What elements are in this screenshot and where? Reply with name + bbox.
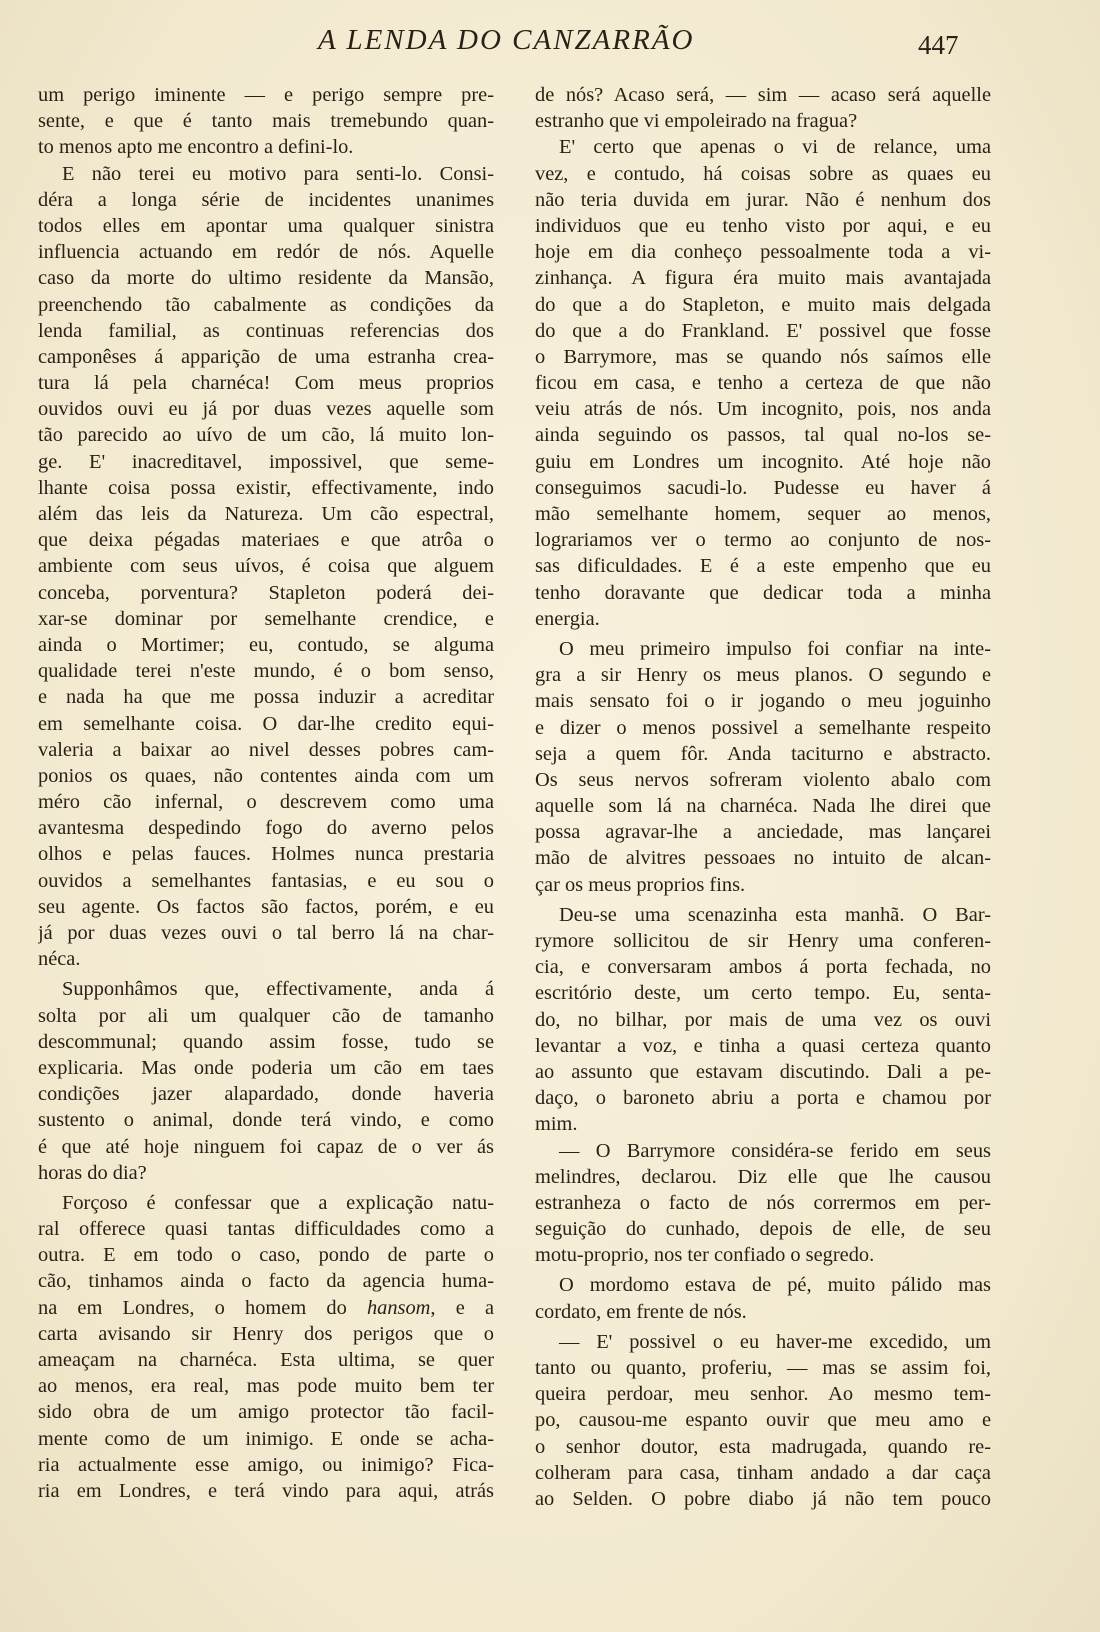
text-line: na em Londres, o homem do hansom, e a [38, 1296, 494, 1319]
text-line: valeria a baixar ao nivel desses pobres cam- [38, 738, 494, 761]
text-line: sustento o animal, donde terá vindo, e como [38, 1109, 494, 1132]
text-line: seguição do cunhado, depois de elle, de seu [535, 1218, 991, 1241]
text-line: mão de alvitres pessoaes no intuito de alcan- [535, 847, 991, 870]
text-line: lhante coisa possa existir, effectivamente, indo [38, 476, 494, 499]
text-line: O mordomo estava de pé, muito pálido mas [559, 1274, 991, 1297]
text-line: sido obra de um amigo protector tão facil- [38, 1401, 494, 1424]
text-line: néca. [38, 948, 81, 971]
text-line: outra. E em todo o caso, pondo de parte o [38, 1244, 494, 1267]
text-line: horas do dia? [38, 1161, 147, 1184]
text-line: do, no bilhar, por mais de uma vez os ouvi [535, 1008, 991, 1031]
text-line: possa agravar-lhe a anciedade, mas lançarei [535, 821, 991, 844]
text-line: ficou em casa, e tenho a certeza de que não [535, 372, 991, 395]
text-line: — E' possivel o eu haver-me excedido, um [559, 1330, 991, 1353]
text-line: ge. E' inacreditavel, impossivel, que seme- [38, 450, 494, 473]
text-line: motu-proprio, nos ter confiado o segredo. [535, 1244, 875, 1267]
text-line: estranho que vi empoleirado na fragua? [535, 110, 858, 133]
text-line: ao assunto que estavam discutindo. Dali a pe- [535, 1060, 991, 1083]
text-line: mais sensato foi o ir jogando o meu joguinho [535, 690, 991, 713]
text-line: solta por ali um qualquer cão de tamanho [38, 1004, 494, 1027]
text-line: conceba, porventura? Stapleton poderá dei- [38, 581, 494, 604]
text-line: um perigo iminente — e perigo sempre pre- [38, 84, 494, 106]
text-line: escritório deste, um certo tempo. Eu, senta- [535, 982, 991, 1005]
text-line: explicaria. Mas onde poderia um cão em taes [38, 1056, 494, 1079]
text-line: seu agente. Os factos são factos, porém, e eu [38, 895, 494, 918]
text-line: ao Selden. O pobre diabo já não tem pouco [535, 1487, 991, 1510]
text-line: cordato, em frente de nós. [535, 1300, 747, 1323]
text-line: zinhança. A figura éra muito mais avantajada [535, 267, 991, 290]
text-line: hoje em dia conheço pessoalmente toda a vi- [535, 241, 991, 264]
text-line: estranheza o facto de nós corrermos em per- [535, 1191, 991, 1214]
text-line: e nada ha que me possa induzir a acreditar [38, 686, 494, 709]
text-line: ral offerece quasi tantas difficuldades como a [38, 1218, 494, 1241]
text-line: tenho doravante que dedicar toda a minha [535, 581, 991, 604]
text-line: sente, e que é tanto mais tremebundo quan- [38, 110, 494, 133]
text-line: gra a sir Henry os meus planos. O segundo e [535, 664, 991, 687]
text-line: ambiente com seus uívos, é coisa que alguem [38, 555, 494, 578]
text-line: E' certo que apenas o vi de relance, uma [559, 136, 991, 159]
text-line: xar-se dominar por semelhante crendice, e [38, 607, 494, 630]
text-line: ameaçam na charnéca. Esta ultima, se quer [38, 1349, 494, 1371]
text-line: o senhor doutor, esta madrugada, quando re- [535, 1435, 991, 1458]
text-line: E não terei eu motivo para senti-lo. Consi- [62, 162, 494, 185]
text-line: colheram para casa, tinham andado a dar caça [535, 1461, 991, 1484]
text-line: energia. [535, 607, 600, 630]
text-line: carta avisando sir Henry dos perigos que o [38, 1322, 494, 1345]
text-line: avantesma despedindo fogo do averno pelos [38, 817, 494, 840]
text-line: aquelle som lá na charnéca. Nada lhe direi que [535, 795, 991, 818]
text-line: individuos que eu tenho visto por aqui, e eu [535, 214, 991, 237]
text-line: melindres, declarou. Diz elle que lhe causou [535, 1165, 991, 1188]
text-line: cão, tinhamos ainda o facto da agencia huma- [38, 1270, 494, 1293]
text-line: já por duas vezes ouvi o tal berro lá na char- [38, 922, 494, 944]
text-line: po, causou-me espanto ouvir que meu amo e [535, 1409, 991, 1432]
text-line: além das leis da Natureza. Um cão espectral, [38, 503, 494, 525]
text-line: de nós? Acaso será, — sim — acaso será aquelle [535, 84, 991, 106]
text-line: queira perdoar, meu senhor. Ao mesmo tem- [535, 1383, 991, 1406]
text-line: em semelhante coisa. O dar-lhe credito equi- [38, 712, 494, 735]
text-line: levantar a voz, e tinha a quasi certeza quanto [535, 1034, 991, 1057]
text-line: tura lá pela charnéca! Com meus proprios [38, 372, 494, 395]
text-line: ainda seguindo os passos, tal qual no-los se- [535, 424, 991, 447]
text-line: cia, e conversaram ambos á porta fechada, no [535, 956, 991, 979]
text-line: çar os meus proprios fins. [535, 873, 746, 896]
text-line: tanto ou quanto, proferiu, — mas se assim foi, [535, 1357, 991, 1379]
text-line: do que a do Stapleton, e muito mais delgada [535, 293, 991, 316]
text-line: ponios os quaes, não contentes ainda com um [38, 764, 494, 787]
text-line: Supponhâmos que, effectivamente, anda á [62, 978, 494, 1001]
running-head [0, 20, 1100, 70]
text-line: condições jazer alapardado, donde haveria [38, 1083, 494, 1106]
text-line: é que até hoje ninguem foi capaz de o ver ás [38, 1135, 494, 1158]
left-text-column [38, 82, 494, 1504]
text-line: do que a do Frankland. E' possivel que fosse [535, 319, 991, 342]
text-line: to menos apto me encontro a defini-lo. [38, 136, 354, 159]
text-line: lograriamos ver o termo ao conjunto de nos- [535, 529, 991, 552]
text-line: Forçoso é confessar que a explicação natu- [62, 1191, 494, 1214]
text-line: guiu em Londres um incognito. Até hoje não [535, 450, 991, 473]
text-line: ainda o Mortimer; eu, contudo, se alguma [38, 633, 494, 656]
text-line: méro cão infernal, o descrevem como uma [38, 791, 494, 814]
text-line: Deu-se uma scenazinha esta manhã. O Bar- [559, 903, 991, 926]
text-line: ria actualmente esse amigo, ou inimigo? Fica- [38, 1453, 494, 1476]
text-line: veiu atrás de nós. Um incognito, pois, nos anda [535, 398, 991, 421]
text-line: qualidade terei n'este mundo, é o bom senso, [38, 660, 494, 683]
text-line: rymore sollicitou de sir Henry uma conferen- [535, 930, 991, 952]
text-line: ouvidos a semelhantes fantasias, e eu sou o [38, 869, 494, 892]
text-line: e dizer o menos possivel a semelhante respeito [535, 716, 991, 739]
text-line: mim. [535, 1113, 578, 1136]
text-line: lenda familial, as continuas referencias dos [38, 319, 494, 342]
text-line: déra a longa série de incidentes unanimes [38, 188, 494, 211]
text-line: mão semelhante homem, sequer ao menos, [535, 503, 991, 525]
text-line: camponêses á apparição de uma estranha crea- [38, 345, 494, 368]
text-line: olhos e pelas fauces. Holmes nunca prestaria [38, 843, 494, 866]
page-number: 447 [918, 30, 959, 60]
text-line: que deixa pégadas materiaes e que atrôa o [38, 529, 494, 552]
text-line: preenchendo tão cabalmente as condições da [38, 293, 494, 316]
text-line: ria em Londres, e terá vindo para aqui, atrás [38, 1479, 494, 1502]
running-title: A LENDA DO CANZARRÃO [318, 24, 695, 56]
text-line: vez, e contudo, há coisas sobre as quaes eu [535, 162, 991, 185]
text-line: ao menos, era real, mas pode muito bem ter [38, 1375, 494, 1398]
text-line: influencia actuando em redór de nós. Aquelle [38, 241, 494, 264]
text-line: Os seus nervos sofreram violento abalo com [535, 768, 991, 791]
text-line: ouvidos ouvi eu já por duas vezes aquelle som [38, 398, 494, 421]
text-line: conseguimos sacudi-lo. Pudesse eu haver á [535, 476, 991, 499]
text-line: mente como de um inimigo. E onde se acha- [38, 1427, 494, 1450]
text-line: não teria duvida em jurar. Não é nenhum dos [535, 188, 991, 211]
text-line: todos elles em apontar uma qualquer sinistra [38, 214, 494, 237]
right-text-column [535, 82, 991, 1512]
text-line: — O Barrymore considéra-se ferido em seus [559, 1139, 991, 1162]
text-line: seja a quem fôr. Anda taciturno e abstracto. [535, 742, 991, 765]
text-line: o Barrymore, mas se quando nós saímos elle [535, 345, 991, 368]
text-line: daço, o baroneto abriu a porta e chamou por [535, 1087, 991, 1110]
text-line: tão parecido ao uívo de um cão, lá muito lon- [38, 424, 494, 447]
text-line: caso da morte do ultimo residente da Mansão, [38, 267, 494, 290]
text-line: sas dificuldades. E é a este empenho que eu [535, 555, 991, 578]
text-line: descommunal; quando assim fosse, tudo se [38, 1030, 494, 1053]
text-line: O meu primeiro impulso foi confiar na inte- [559, 637, 991, 660]
